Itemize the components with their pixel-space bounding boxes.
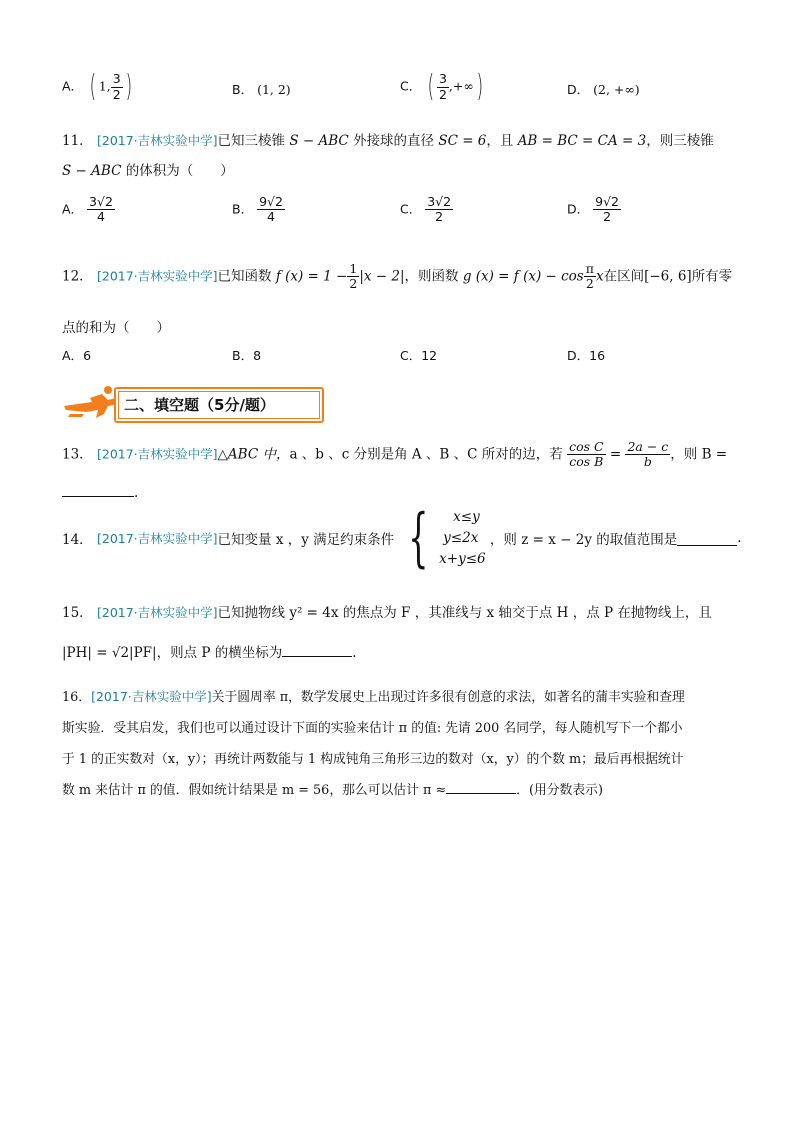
q11-option-b [232, 195, 285, 225]
q11-option-d [567, 195, 621, 225]
math-expr: △ABC 中， [217, 446, 290, 463]
option-label: B． [232, 82, 254, 97]
math-expr: |x − 2| [359, 268, 405, 285]
option-label: A． [62, 348, 84, 363]
option-label: A． [62, 78, 84, 94]
question-text: . [352, 645, 357, 661]
constraint: x≤y [453, 508, 480, 525]
fraction: $\frac{1}{2}$ [349, 261, 358, 292]
source-tag[interactable]: [2017·吉林实验中学] [96, 531, 218, 546]
option-value: 6 [83, 348, 92, 363]
question-text: 已知变量 x ，y 满足约束条件 [217, 532, 395, 548]
question-text: 所有零 [691, 268, 733, 285]
question-text: . [737, 530, 742, 546]
source-tag[interactable]: [2017·吉林实验中学] [96, 446, 218, 462]
option-label: D． [567, 82, 590, 97]
q12-line2 [62, 316, 170, 336]
question-text: ，则函数 [404, 268, 459, 285]
q16-block [62, 681, 734, 806]
question-text: 已知抛物线 y² = 4x 的焦点为 F ，其准线与 x 轴交于点 H ，点 P 在抛物线上，且 [217, 605, 712, 621]
option-value: 16 [589, 348, 606, 363]
q13-line2 [62, 482, 138, 501]
option-value: (2, +∞) [593, 82, 640, 97]
right-paren: ) [476, 69, 483, 104]
option-label: D． [567, 201, 590, 217]
q10-option-d [567, 80, 640, 98]
q11-option-c [400, 195, 453, 225]
q12-option-c [400, 346, 437, 364]
option-c-expr: ,+∞ [448, 78, 474, 94]
q10-option-b [232, 80, 291, 98]
right-paren: ) [125, 69, 132, 104]
equals-sign: = [609, 446, 622, 463]
fraction: $\frac{\text{cos C}}{\text{cos B}}$ [569, 439, 604, 470]
question-text: 外接球的直径 [353, 133, 435, 149]
option-label: C． [400, 201, 422, 217]
option-label: B． [232, 348, 254, 363]
question-number: 15． [62, 605, 93, 621]
q16-line1 [62, 681, 734, 713]
answer-blank[interactable] [446, 779, 516, 794]
answer-blank[interactable] [62, 482, 134, 497]
question-text: 已知函数 [217, 268, 272, 285]
left-paren: ( [427, 69, 435, 104]
question-text: ，则 z = x − 2y 的取值范围是 [489, 532, 678, 548]
constraint-system [439, 507, 485, 570]
option-value: 8 [253, 348, 262, 363]
fraction: $\frac{3√2}{4}$ [89, 194, 113, 225]
answer-blank[interactable] [677, 531, 737, 546]
question-number: 16． [62, 690, 92, 705]
q12-option-a [62, 346, 91, 364]
q11-line2 [62, 159, 234, 179]
source-tag[interactable]: [2017·吉林实验中学] [91, 689, 212, 704]
q13-line1 [62, 440, 727, 470]
fraction: $\frac{2a - c}{b}$ [627, 439, 669, 470]
fraction: $\frac{3}{2}$ [112, 71, 121, 102]
fraction: $\frac{9√2}{4}$ [259, 194, 283, 225]
q10-option-c [400, 69, 485, 104]
left-paren: ( [89, 69, 97, 104]
q16-line2: 斯实验．受其启发，我们也可以通过设计下面的实验来估计 π 的值: 先请 200 名同学，每人随机写下一个都小 [62, 721, 683, 736]
q16-line4 [62, 775, 734, 806]
source-tag[interactable]: [2017·吉林实验中学] [96, 133, 218, 148]
question-text: . [134, 485, 139, 501]
section-title: 二、填空题（5分/题） [124, 396, 275, 414]
question-number: 13． [62, 446, 93, 463]
fraction: $\frac{3}{2}$ [438, 71, 447, 102]
source-tag[interactable]: [2017·吉林实验中学] [96, 605, 218, 620]
question-number: 11． [62, 133, 93, 149]
math-expr: S − ABC [289, 133, 349, 149]
question-text: 的体积为（ ） [125, 163, 234, 179]
math-expr: g (x) = f (x) − cos [462, 268, 584, 285]
q15-line1 [62, 601, 712, 621]
question-text: 点的和为（ ） [62, 320, 170, 336]
question-text: a 、b 、c 分别是角 A 、B 、C 所对的边，若 [289, 446, 563, 463]
question-number: 14． [62, 532, 93, 548]
q14-line [62, 501, 742, 575]
question-text: 数 m 来估计 π 的值．假如统计结果是 m = 56，那么可以估计 π ≈ [62, 783, 447, 798]
math-expr: x [595, 268, 604, 285]
section-banner [62, 384, 324, 424]
option-value: 12 [421, 348, 438, 363]
q12-line1 [62, 262, 732, 292]
math-expr: f (x) = 1 − [275, 268, 348, 285]
fraction: $\frac{\pi}{2}$ [585, 261, 594, 292]
question-text: ，则 B = [670, 446, 728, 463]
option-a-expr: 1, [98, 78, 111, 94]
question-text: ．(用分数表示) [516, 783, 603, 798]
q10-option-a [62, 69, 134, 104]
source-tag[interactable]: [2017·吉林实验中学] [96, 268, 218, 284]
fraction: $\frac{3√2}{2}$ [427, 194, 452, 225]
question-number: 12． [62, 268, 93, 285]
option-label: A． [62, 201, 84, 217]
constraint: y≤2x [443, 529, 479, 546]
brace-icon: { [408, 501, 429, 575]
question-text: ，则三棱锥 [646, 133, 714, 149]
q12-option-b [232, 346, 261, 364]
option-label: B． [232, 201, 254, 217]
q11-line1 [62, 129, 714, 149]
question-text: ，且 [486, 133, 514, 149]
answer-blank[interactable] [282, 642, 352, 657]
math-expr: SC = 6 [438, 133, 487, 149]
option-label: C． [400, 348, 422, 363]
q15-line2 [62, 641, 357, 661]
option-label: D． [567, 348, 590, 363]
math-expr: AB = BC = CA = 3 [517, 133, 647, 149]
option-label: C． [400, 78, 422, 94]
math-expr: S − ABC [62, 163, 122, 179]
q16-line3: 于 1 的正实数对（x，y）；再统计两数能与 1 构成钝角三角形三边的数对（x，y）的个数 m；最后再根据统计 [62, 752, 684, 767]
question-text: 关于圆周率 π，数学发展史上出现过许多很有创意的求法，如著名的蒲丰实验和查理 [211, 690, 685, 705]
question-text: 在区间 [603, 268, 645, 285]
math-expr: [−6, 6] [644, 268, 692, 285]
option-value: (1, 2) [257, 82, 291, 97]
q12-option-d [567, 346, 605, 364]
constraint: x+y≤6 [439, 550, 486, 567]
q11-option-a [62, 195, 115, 225]
question-text: |PH| = √2|PF|，则点 P 的横坐标为 [62, 645, 283, 661]
fraction: $\frac{9√2}{2}$ [595, 194, 619, 225]
question-text: 已知三棱锥 [217, 133, 286, 149]
